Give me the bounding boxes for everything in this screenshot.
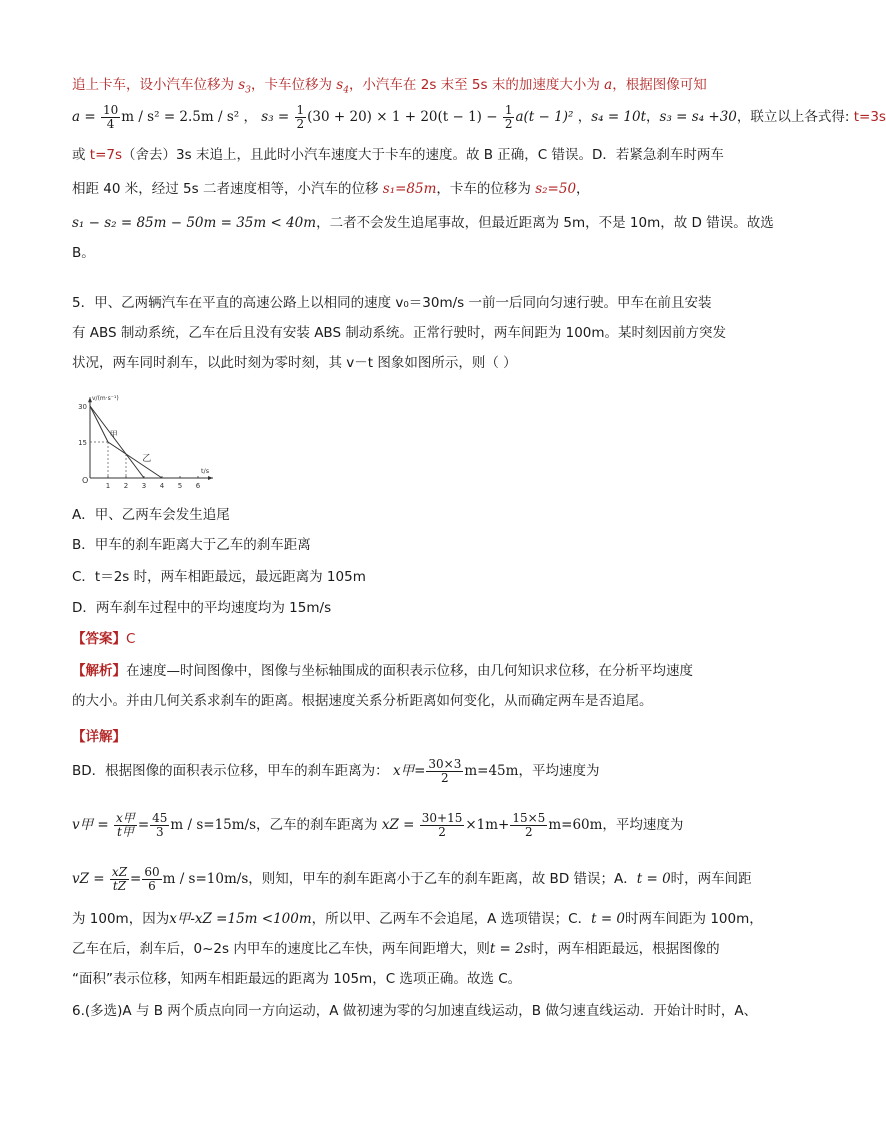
option-a: A．甲、乙两车会发生追尾 [72,507,230,523]
x-tick-label: 6 [195,482,201,490]
question-stem: 状况，两车同时刹车，以此时刻为零时刻，其 v－t 图象如图所示，则（ ） [72,355,517,371]
math: vZ = [72,871,105,887]
fraction: $\frac{30+15}{2}$ [421,810,463,839]
text: ，小汽车在 2s 末至 5s 末的加速度大小为 [348,77,605,93]
fraction: $\frac{45}{3}$ [152,810,168,839]
x-tick-label: 3 [141,482,147,490]
math: m / s=15m/s [170,817,257,833]
fraction: $\frac{15\times 5}{2}$ [512,810,546,839]
series-label: 乙 [142,454,152,465]
text: 在速度—时间图像中，图像与坐标轴围成的面积表示位移，由几何知识求位移，在分析平均速度 [126,663,693,679]
text: ，则知，甲车的刹车距离小于乙车的刹车距离，故 BD 错误；A． [248,871,637,887]
text: 乙车在后，刹车后，0~2s 内甲车的速度比乙车快，两车间距增大，则 [72,941,490,957]
equation-line: v甲 = $\frac{\text{x甲}}{\text{t甲}}$ = $\frac{45}{3}$ m / s=15m/s，乙车的刹车距离为 xZ = $\frac{30+15}{2}$ ×1m+ $\frac{15\times 5}{2}$ m=60m，平均速度为 [72,810,684,839]
text: ，平均速度为 [518,763,600,779]
x-axis-label: t/s [201,467,210,475]
text: 相距 [72,181,104,197]
fraction: $\frac{60}{6}$ [144,864,160,893]
x-tick-label: 2 [123,482,129,490]
vt-chart [72,394,232,494]
text: s₁=85m [382,181,437,197]
text-line: “面积”表示位移，知两车相距最远的距离为 105m，C 选项正确。故选 C。 [72,971,522,987]
text: s [336,77,344,93]
option-b: B．甲车的刹车距离大于乙车的刹车距离 [72,537,311,553]
text: t=7s [89,147,123,163]
math: t = 2s [489,941,531,957]
question-stem: 5．甲、乙两辆汽车在平直的高速公路上以相同的速度 v₀＝30m/s 一前一后同向匀速行驶。甲车在前且安装 [72,295,712,311]
text: 时，两车间距 [670,871,752,887]
text-line: 的大小。并由几何关系求刹车的距离。根据速度关系分析距离如何变化，从而确定两车是否追尾。 [72,693,653,709]
math: s₁ − s₂ = 85m − 50m = 35m < 40m [72,215,317,231]
math: t = 0 [591,911,626,927]
math: x甲= [392,763,426,779]
origin-label: O [82,476,89,485]
text: ，所以甲、乙两车不会追尾，A 选项错误；C． [311,911,592,927]
question-stem: 有 ABS 制动系统，乙车在后且没有安装 ABS 制动系统。正常行驶时，两车间距为 100m。某时刻因前方突发 [72,325,727,341]
fraction: $\frac{1}{2}$ [504,102,513,131]
text-line [72,212,774,234]
text: 时，两车相距最远，根据图像的 [530,941,720,957]
x-tick-label: 1 [105,482,111,490]
text: ，卡车的位移为 [436,181,536,197]
equation-line: a = $\frac{10}{4}$ m / s² = 2.5m / s² ， s₃ = $\frac{1}{2}$ (30 + 20) × 1 + 20(t − 1) − $\frac{1}{2}$ a(t − 1)² ，s₄ = 10t，s₃ = s₄ +30，联立以上各式得: t=3s [72,102,886,131]
math: s₃ = [261,109,290,125]
text: a [604,77,613,93]
text-line [72,178,722,200]
math: xZ = [381,817,415,833]
text-line [72,74,722,102]
text: s [238,77,246,93]
text: ， [576,181,590,197]
series-label: 甲 [109,430,118,440]
option-d: D．两车刹车过程中的平均速度均为 15m/s [72,600,332,616]
math: s₄ = 10t [591,109,647,125]
text: 为 100m，因为 [72,911,170,927]
text: s₂=50 [535,181,577,197]
equation-line: vZ = $\frac{xZ}{tZ}$ = $\frac{60}{6}$ m / s=10m/s，则知，甲车的刹车距离小于乙车的刹车距离，故 BD 错误；A．t = 0时，两车间距 [72,864,752,893]
text: ，根据图像可知 [612,77,707,93]
text: BD．根据图像的面积表示位移，甲车的刹车距离为： [72,763,389,779]
math: (30 + 20) × 1 + 20(t − 1) − [307,109,498,125]
y-axis-label: v/(m·s⁻¹) [92,395,119,403]
math: a(t − 1)² [515,109,574,125]
y-tick-label: 15 [78,439,87,447]
x-tick-label: 5 [177,482,183,490]
text: t=3s [853,109,886,125]
fraction: $\frac{\text{x甲}}{\text{t甲}}$ [116,810,135,839]
text: 时两车间距为 100m， [625,911,763,927]
text: ，卡车位移为 [250,77,337,93]
math: v甲 = [72,817,109,833]
text-line [72,908,763,930]
answer-tag: 【答案】 [72,631,126,647]
text: 追上卡车，设小汽车位移为 [72,77,239,93]
math: m=45m [464,763,519,779]
text-line [72,144,722,166]
x-axis-arrow [208,476,213,480]
math: m / s² = 2.5m / s² [121,109,240,125]
fraction: $\frac{xZ}{tZ}$ [111,864,128,893]
math: t = 0 [636,871,671,887]
answer-line [72,628,722,650]
option-c: C．t＝2s 时，两车相距最远，最远距离为 105m [72,569,366,585]
y-tick-label: 30 [78,403,87,411]
text-line [72,756,722,786]
math: x甲-xZ =15m <100m [169,911,312,927]
text: ，联立以上各式得: [736,109,854,125]
detail-tag: 【详解】 [72,729,126,745]
text-line [72,938,722,960]
text: 3 [245,85,251,96]
fraction: $\frac{1}{2}$ [296,102,305,131]
text-line [72,242,722,264]
text: 40 米，经过 5s 二者速度相等，小汽车的位移 [103,181,383,197]
math: s₃ = s₄ +30 [659,109,737,125]
text: B。 [72,245,95,261]
text: ，乙车的刹车距离为 [256,817,378,833]
text: ，平均速度为 [602,817,684,833]
text: 4 [343,85,349,96]
fraction: $\frac{30\times 3}{2}$ [428,756,462,785]
x-tick-label: 4 [159,482,165,490]
math: m / s=10m/s [162,871,249,887]
text: ，二者不会发生追尾事故，但最近距离为 5m，不是 10m，故 D 错误。故选 [316,215,774,231]
question-stem: 6.(多选)A 与 B 两个质点向同一方向运动，A 做初速为零的匀加速直线运动，B 做匀速直线运动．开始计时时，A、 [72,1003,758,1019]
math: a [72,109,81,125]
text: （舍去）3s 末追上，且此时小汽车速度大于卡车的速度。故 B 正确，C 错误。D．若紧急刹车时两车 [122,147,724,163]
analysis-line [72,660,722,682]
text: 或 [72,147,90,163]
analysis-tag: 【解析】 [72,663,126,679]
answer: C [126,631,136,647]
fraction: $\frac{10}{4}$ [102,102,119,131]
